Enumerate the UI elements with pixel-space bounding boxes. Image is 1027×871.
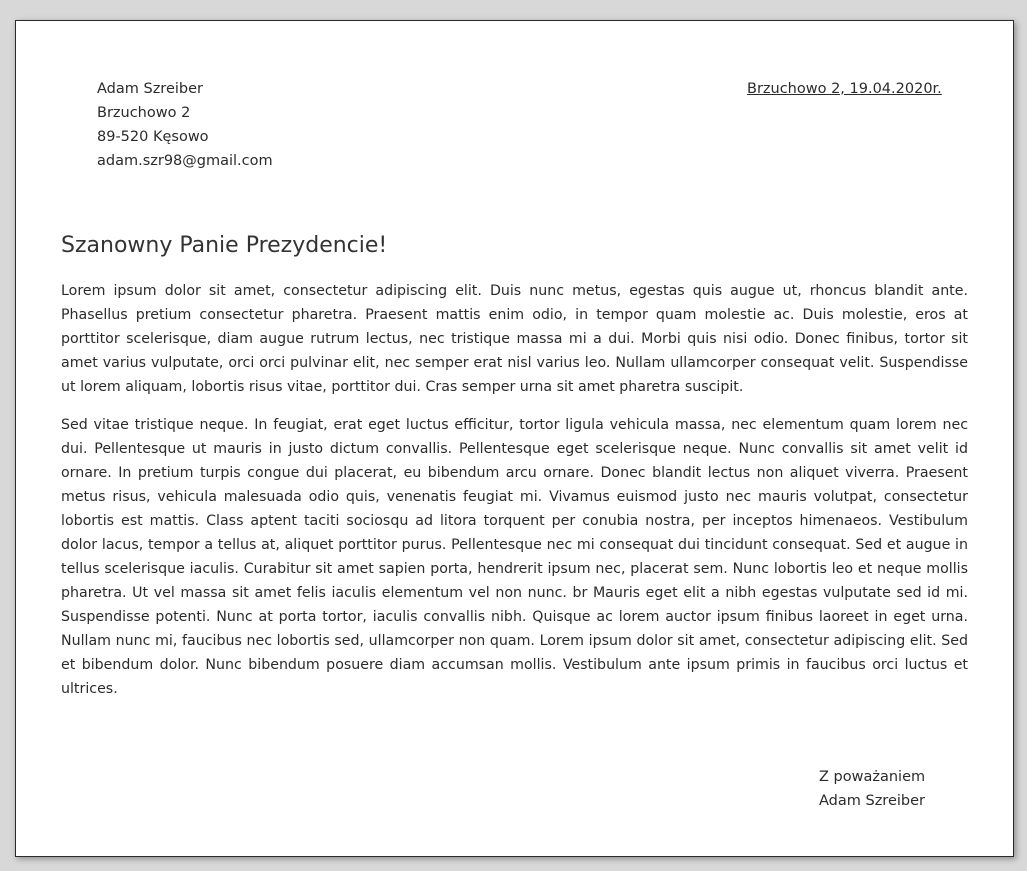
letter-body — [61, 279, 968, 715]
letter-page — [15, 20, 1014, 857]
sender-email: adam.szr98@gmail.com — [97, 153, 273, 169]
place-date-line: Brzuchowo 2, 19.04.2020r. — [747, 81, 942, 97]
sender-street: Brzuchowo 2 — [97, 105, 191, 121]
closing-block — [819, 765, 925, 813]
body-paragraph: Lorem ipsum dolor sit amet, consectetur adipiscing elit. Duis nunc metus, egestas quis augue ut, rhoncus blandit ante. Phasellus pretium consectetur pharetra. Praesent mattis enim odio, in tempor quam molestie ac. Duis molestie, eros at porttitor scelerisque, diam augue rutrum lectus, nec tristique massa mi a dui. Morbi quis nisi odio. Donec finibus, tortor sit amet varius vulputate, orci orci pulvinar elit, nec semper erat nisl varius leo. Nullam ullamcorper consequat velit. Suspendisse ut lorem aliquam, lobortis risus vitae, porttitor dui. Cras semper urna sit amet pharetra suscipit. — [61, 283, 968, 395]
sender-city: 89-520 Kęsowo — [97, 129, 209, 145]
sender-address-block — [97, 77, 273, 173]
salutation-heading: Szanowny Panie Prezydencie! — [61, 233, 388, 258]
signature-name: Adam Szreiber — [819, 793, 925, 809]
sender-name: Adam Szreiber — [97, 81, 203, 97]
body-paragraph: Sed vitae tristique neque. In feugiat, erat eget luctus efficitur, tortor ligula vehicula massa, nec elementum quam lorem nec dui. Pellentesque ut mauris in justo dictum convallis. Pellentesque eget scelerisque neque. Nunc convallis sit amet velit id ornare. In pretium turpis congue dui placerat, eu bibendum arcu ornare. Donec blandit lectus non aliquet viverra. Praesent metus risus, vehicula malesuada odio quis, venenatis feugiat mi. Vivamus euismod justo nec mauris volutpat, consectetur lobortis est mattis. Class aptent taciti sociosqu ad litora torquent per conubia nostra, per inceptos himenaeos. Vestibulum dolor lacus, tempor a tellus at, aliquet porttitor purus. Pellentesque nec mi consequat dui tincidunt consequat. Sed et augue in tellus scelerisque iaculis. Curabitur sit amet sapien porta, hendrerit ipsum nec, placerat sem. Nunc lobortis leo et neque mollis pharetra. Ut vel massa sit amet felis iaculis elementum vel non nunc. br Mauris eget elit a nibh egestas vulputate sed id mi. Suspendisse potenti. Nunc at porta tortor, iaculis convallis nibh. Quisque ac lorem auctor ipsum finibus laoreet in eget urna. Nullam nunc mi, faucibus nec lobortis sed, ullamcorper non quam. Lorem ipsum dolor sit amet, consectetur adipiscing elit. Sed et bibendum dolor. Nunc bibendum posuere diam accumsan mollis. Vestibulum ante ipsum primis in faucibus orci luctus et ultrices. — [61, 417, 968, 697]
closing-phrase: Z poważaniem — [819, 769, 926, 785]
